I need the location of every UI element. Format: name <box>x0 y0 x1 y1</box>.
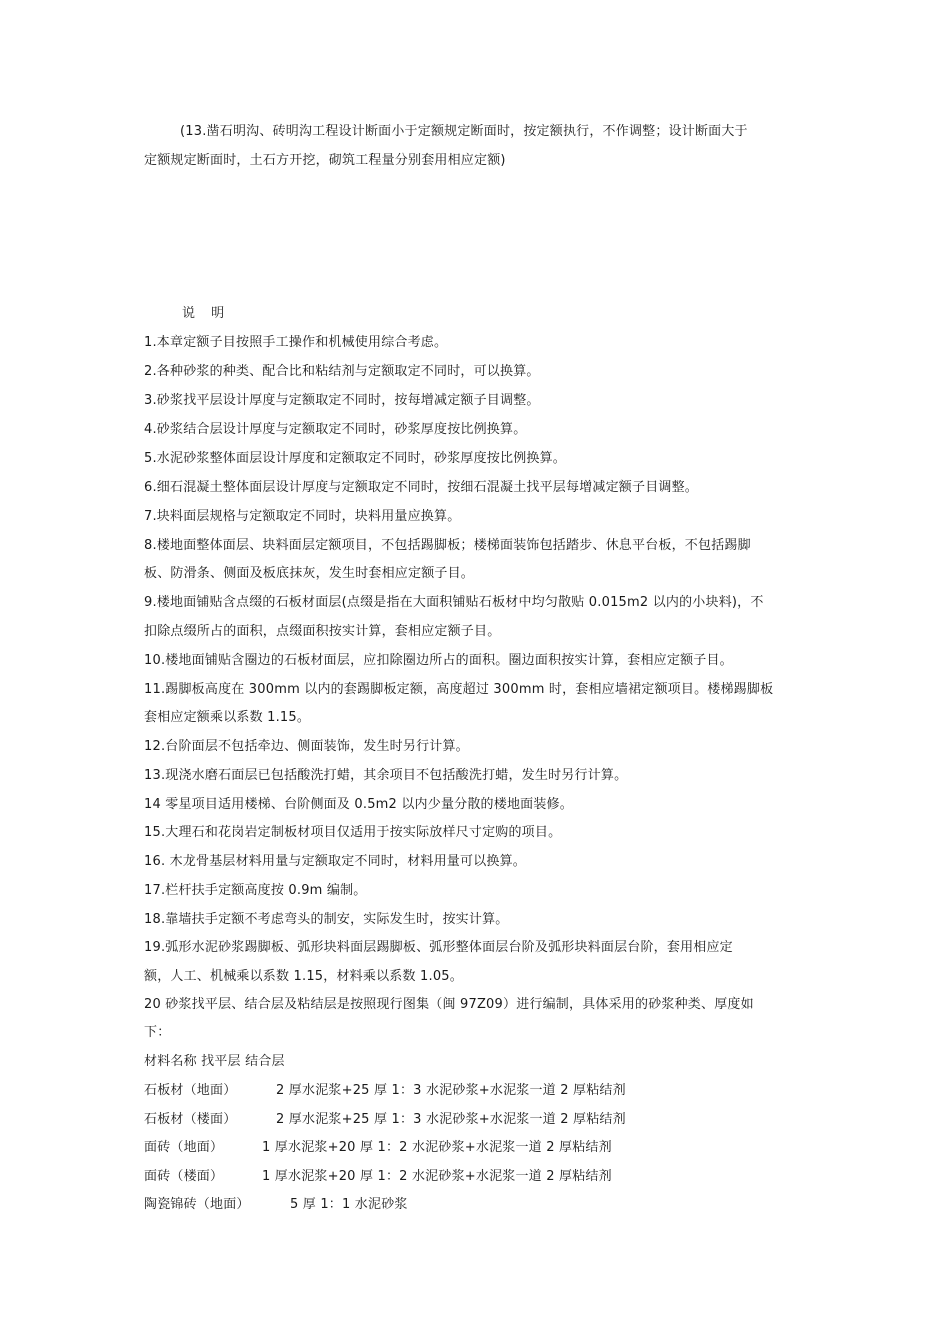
note-line: 6.细石混凝土整体面层设计厚度与定额取定不同时，按细石混凝土找平层每增减定额子目调整。 <box>144 480 699 495</box>
note-line: 5.水泥砂浆整体面层设计厚度和定额取定不同时，砂浆厚度按比例换算。 <box>144 451 567 466</box>
note-line: 下： <box>144 1025 171 1040</box>
note-line: 额，人工、机械乘以系数 1.15，材料乘以系数 1.05。 <box>144 969 463 984</box>
note-line: 13.现浇水磨石面层已包括酸洗打蜡，其余项目不包括酸洗打蜡，发生时另行计算。 <box>144 768 628 783</box>
material-name: 石板材（楼面） <box>144 1112 237 1127</box>
section-heading: 说 明 <box>182 306 231 321</box>
material-spec: 2 厚水泥浆+25 厚 1：3 水泥砂浆+水泥浆一道 2 厚粘结剂 <box>276 1112 626 1127</box>
note-line: 2.各种砂浆的种类、配合比和粘结剂与定额取定不同时，可以换算。 <box>144 364 540 379</box>
material-spec: 1 厚水泥浆+20 厚 1：2 水泥砂浆+水泥浆一道 2 厚粘结剂 <box>262 1140 612 1155</box>
material-spec: 5 厚 1：1 水泥砂浆 <box>290 1197 408 1212</box>
note-line: 20 砂浆找平层、结合层及粘结层是按照现行图集（闽 97Z09）进行编制，具体采用的砂浆种类、厚度如 <box>144 997 754 1012</box>
note-line: 14 零星项目适用楼梯、台阶侧面及 0.5m2 以内少量分散的楼地面装修。 <box>144 797 573 812</box>
note-line: 19.弧形水泥砂浆踢脚板、弧形块料面层踢脚板、弧形整体面层台阶及弧形块料面层台阶，套用相应定 <box>144 940 733 955</box>
materials-row <box>144 1081 814 1101</box>
materials-row <box>144 1167 814 1187</box>
note-line: 扣除点缀所占的面积，点缀面积按实计算，套相应定额子目。 <box>144 624 501 639</box>
intro-line-2: 定额规定断面时，土石方开挖，砌筑工程量分别套用相应定额) <box>144 153 506 168</box>
note-line: 套相应定额乘以系数 1.15。 <box>144 710 311 725</box>
materials-header: 材料名称 找平层 结合层 <box>144 1054 285 1069</box>
material-name: 陶瓷锦砖（地面） <box>144 1197 250 1212</box>
note-line: 18.靠墙扶手定额不考虑弯头的制安，实际发生时，按实计算。 <box>144 912 509 927</box>
material-spec: 2 厚水泥浆+25 厚 1：3 水泥砂浆+水泥浆一道 2 厚粘结剂 <box>276 1083 626 1098</box>
note-line: 10.楼地面铺贴含圈边的石板材面层，应扣除圈边所占的面积。圈边面积按实计算，套相应定额子目。 <box>144 653 733 668</box>
material-name: 面砖（楼面） <box>144 1169 224 1184</box>
note-line: 16. 木龙骨基层材料用量与定额取定不同时，材料用量可以换算。 <box>144 854 527 869</box>
note-line: 4.砂浆结合层设计厚度与定额取定不同时，砂浆厚度按比例换算。 <box>144 422 527 437</box>
note-line: 7.块料面层规格与定额取定不同时，块料用量应换算。 <box>144 509 461 524</box>
materials-row <box>144 1110 814 1130</box>
materials-row <box>144 1138 814 1158</box>
materials-row <box>144 1195 814 1215</box>
note-line: 15.大理石和花岗岩定制板材项目仅适用于按实际放样尺寸定购的项目。 <box>144 825 562 840</box>
note-line: 9.楼地面铺贴含点缀的石板材面层(点缀是指在大面积铺贴石板材中均匀散贴 0.015m2 以内的小块料)，不 <box>144 595 764 610</box>
note-line: 12.台阶面层不包括牵边、侧面装饰，发生时另行计算。 <box>144 739 469 754</box>
material-spec: 1 厚水泥浆+20 厚 1：2 水泥砂浆+水泥浆一道 2 厚粘结剂 <box>262 1169 612 1184</box>
note-line: 11.踢脚板高度在 300mm 以内的套踢脚板定额，高度超过 300mm 时，套相应墙裙定额项目。楼梯踢脚板 <box>144 682 774 697</box>
material-name: 面砖（地面） <box>144 1140 224 1155</box>
material-name: 石板材（地面） <box>144 1083 237 1098</box>
intro-line-1: (13.凿石明沟、砖明沟工程设计断面小于定额规定断面时，按定额执行，不作调整；设计断面大于 <box>180 124 748 139</box>
note-line: 8.楼地面整体面层、块料面层定额项目，不包括踢脚板；楼梯面装饰包括踏步、休息平台板，不包括踢脚 <box>144 538 751 553</box>
note-line: 1.本章定额子目按照手工操作和机械使用综合考虑。 <box>144 335 448 350</box>
note-line: 17.栏杆扶手定额高度按 0.9m 编制。 <box>144 883 367 898</box>
note-line: 板、防滑条、侧面及板底抹灰，发生时套相应定额子目。 <box>144 566 475 581</box>
note-line: 3.砂浆找平层设计厚度与定额取定不同时，按每增减定额子目调整。 <box>144 393 540 408</box>
